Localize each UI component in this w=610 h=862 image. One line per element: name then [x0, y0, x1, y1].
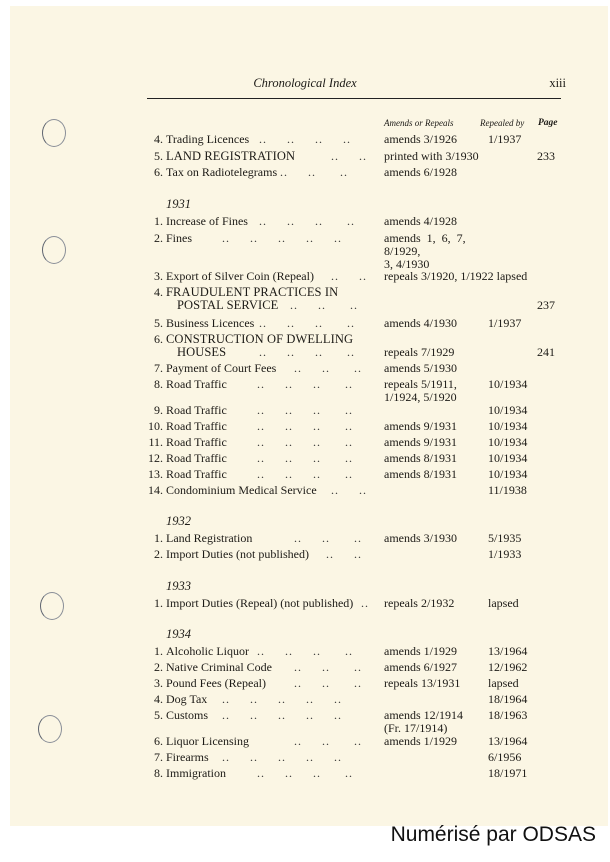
year-heading: 1932 [166, 514, 191, 528]
binder-hole-lower [40, 592, 64, 620]
year-heading: 1933 [166, 579, 191, 593]
year-heading: 1934 [166, 627, 191, 641]
running-head-page-numeral: xiii [549, 76, 566, 90]
running-head-title: Chronological Index [253, 76, 357, 90]
scan-credit: Numérisé par ODSAS [390, 823, 596, 846]
binder-hole-upper [42, 236, 66, 264]
year-heading: 1931 [166, 197, 191, 211]
binder-hole-top [42, 119, 66, 147]
column-header-repealed-by: Repealed by [480, 118, 525, 128]
binder-hole-bottom [38, 715, 62, 743]
header-rule [147, 98, 561, 99]
column-header-amends: Amends or Repeals [384, 118, 454, 128]
column-header-page: Page [538, 118, 558, 128]
